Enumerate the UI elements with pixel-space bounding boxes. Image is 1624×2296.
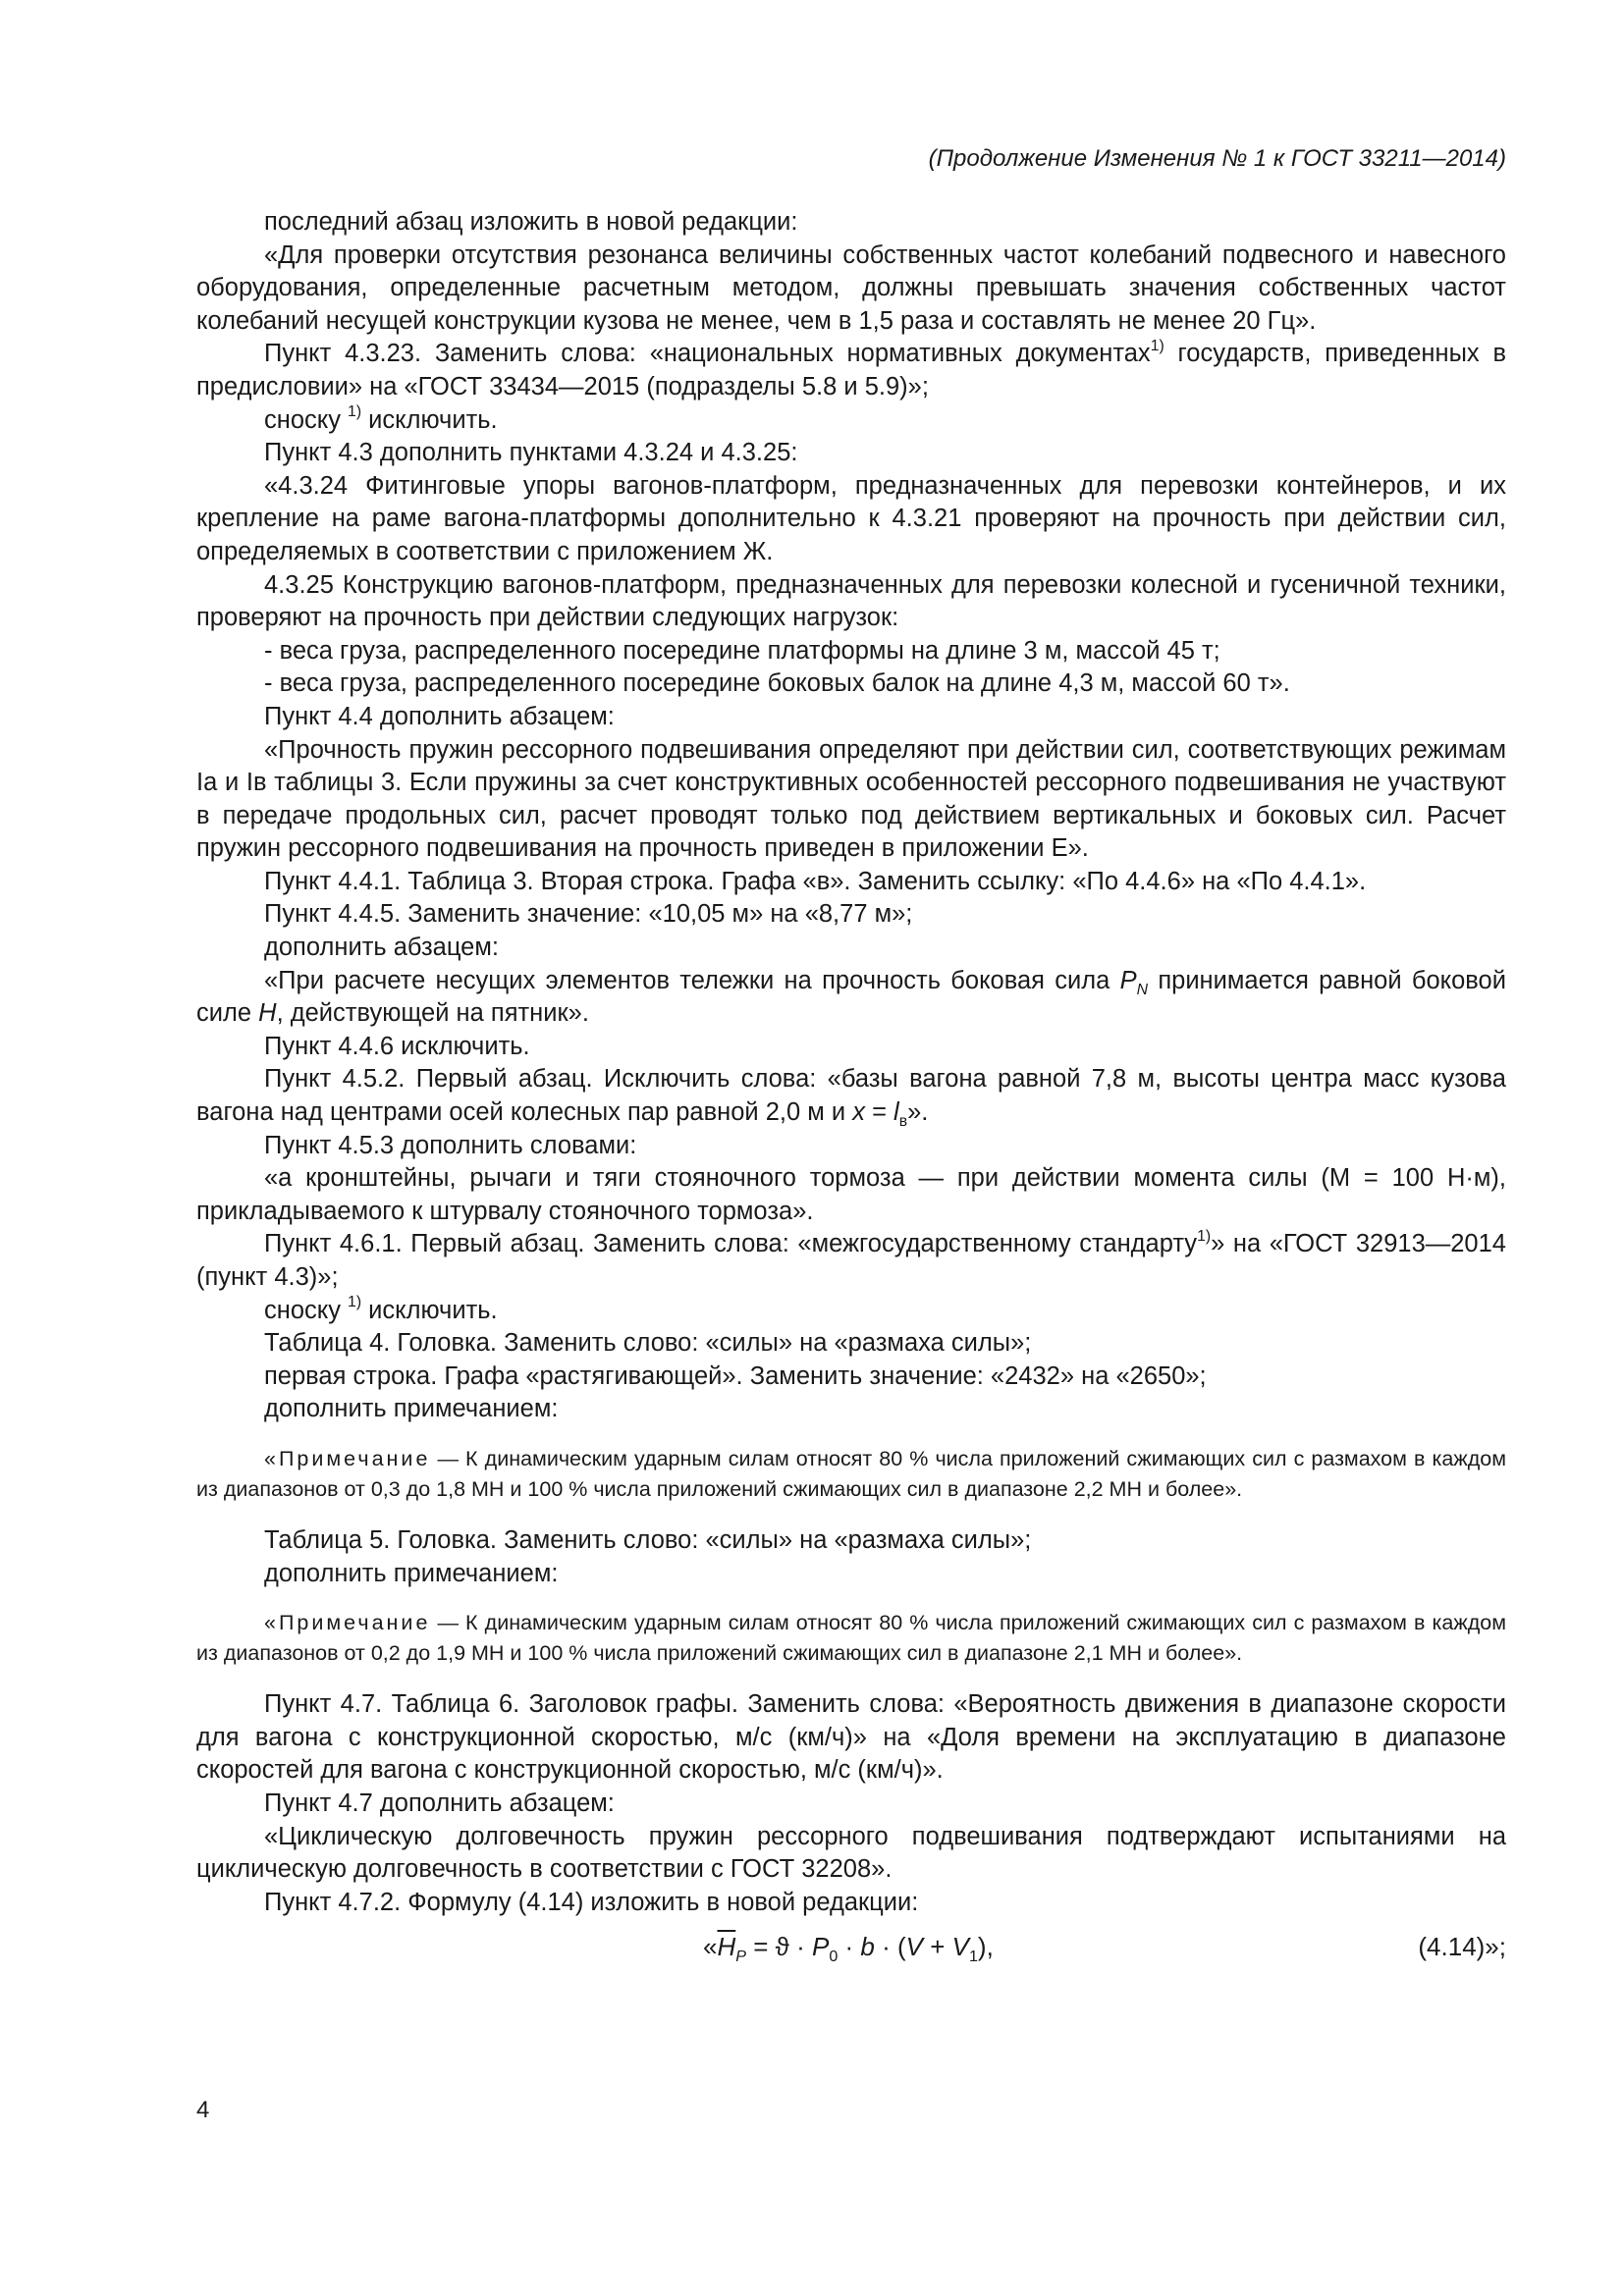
footnote-ref: 1) bbox=[348, 1293, 362, 1310]
paragraph: Пункт 4.7 дополнить абзацем: bbox=[264, 1789, 615, 1817]
paragraph: Пункт 4.5.2. Первый абзац. Исключить слова: «базы вагона равной 7,8 м, высоты центра масс кузова вагона над центрами осей колесных пар равной 2,0 м и $x = l_в$». bbox=[196, 1065, 1506, 1131]
paragraph: «Для проверки отсутствия резонанса величины собственных частот колебаний подвесного и навесного оборудования, определенные расчетным методом, должны превышать значения собственных частот колебаний несущей конструкции кузова не менее, чем в 1,5 раза и составлять не менее 20 Гц». bbox=[196, 240, 1506, 335]
note-paragraph: «Примечание — К динамическим ударным силам относят 80 % числа приложений сжимающих сил с размахом в каждом из диапазонов от 0,3 до 1,8 МН и 100 % числа приложений сжимающих сил в диапазоне 2,2 МН и более». bbox=[196, 1446, 1506, 1501]
paragraph: Пункт 4.5.3 дополнить словами: bbox=[264, 1131, 637, 1159]
paragraph: сноску $^{1)}$ исключить. bbox=[264, 402, 498, 434]
paragraph: Пункт 4.3 дополнить пунктами 4.3.24 и 4.3.25: bbox=[264, 439, 798, 467]
paragraph: сноску $^{1)}$ исключить. bbox=[264, 1293, 498, 1324]
paragraph: Пункт 4.4.1. Таблица 3. Вторая строка. Графа «в». Заменить ссылку: «По 4.4.6» на «По 4.4.1». bbox=[264, 867, 1367, 895]
formula-expression: «$\overline{H}_P = ϑ \cdot P_0 \cdot b \cdot (V + V_1)$, bbox=[703, 1932, 994, 1966]
list-item: - веса груза, распределенного посередине боковых балок на длине 4,3 м, массой 60 т». bbox=[264, 669, 1290, 698]
footnote-ref: 1) bbox=[348, 402, 362, 420]
paragraph: «4.3.24 Фитинговые упоры вагонов-платформ, предназначенных для перевозки контейнеров, и их крепление на раме вагона-платформы дополнительно к 4.3.21 проверяют на прочность при действии сил, определяемых в соответствии с приложением Ж. bbox=[196, 471, 1506, 565]
paragraph: Пункт 4.4 дополнить абзацем: bbox=[264, 702, 615, 730]
paragraph: «Прочность пружин рессорного подвешивания определяют при действии сил, соответствующих режимам Iа и Iв таблицы 3. Если пружины за счет конструктивных особенностей рессорного подвешивания не участвуют в передаче продольных сил, расчет проводят только под действием вертикальных и боковых сил. Расчет пружин рессорного подвешивания на прочность приведен в приложении Е». bbox=[196, 735, 1506, 863]
paragraph: Пункт 4.6.1. Первый абзац. Заменить слова: «межгосударственному стандарту$^{1)}$» на «ГОСТ 32913—2014 (пункт 4.3)»; bbox=[196, 1227, 1506, 1291]
paragraph: Пункт 4.4.5. Заменить значение: «10,05 м» на «8,77 м»; bbox=[264, 900, 913, 929]
running-header: (Продолжение Изменения № 1 к ГОСТ 33211—2014) bbox=[928, 145, 1506, 172]
footnote-ref: 1) bbox=[1150, 337, 1164, 354]
page-number: 4 bbox=[196, 2097, 210, 2123]
formula-4-14 bbox=[196, 1927, 1506, 1978]
list-item: - веса груза, распределенного посередине платформы на длине 3 м, массой 45 т; bbox=[264, 636, 1220, 665]
paragraph: дополнить абзацем: bbox=[264, 934, 499, 962]
paragraph: Таблица 4. Головка. Заменить слово: «силы» на «размаха силы»; bbox=[264, 1329, 1032, 1358]
paragraph: Пункт 4.3.23. Заменить слова: «национальных нормативных документах$^{1)}$ государств, приведенных в предисловии» на «ГОСТ 33434—2015 (подразделы 5.8 и 5.9)»; bbox=[196, 337, 1506, 400]
footnote-ref: 1) bbox=[1197, 1227, 1212, 1245]
paragraph: «При расчете несущих элементов тележки на прочность боковая сила $P_N$ принимается равной боковой силе H, действующей на пятник». bbox=[196, 966, 1506, 1028]
paragraph: Таблица 5. Головка. Заменить слово: «силы» на «размаха силы»; bbox=[264, 1525, 1032, 1554]
paragraph: «а кронштейны, рычаги и тяги стояночного тормоза — при действии момента силы (М = 100 Н·м), прикладываемого к штурвалу стояночного тормоза». bbox=[196, 1164, 1506, 1225]
paragraph: Пункт 4.7. Таблица 6. Заголовок графы. Заменить слова: «Вероятность движения в диапазоне скорости для вагона с конструкционной скоростью, м/с (км/ч)» на «Доля времени на эксплуатацию в диапазоне скоростей для вагона с конструкционной скоростью, м/с (км/ч)». bbox=[196, 1690, 1506, 1785]
paragraph: дополнить примечанием: bbox=[264, 1395, 559, 1423]
paragraph: первая строка. Графа «растягивающей». Заменить значение: «2432» на «2650»; bbox=[264, 1362, 1207, 1390]
paragraph: дополнить примечанием: bbox=[264, 1559, 559, 1587]
paragraph: «Циклическую долговечность пружин рессорного подвешивания подтверждают испытаниями на циклическую долговечность в соответствии с ГОСТ 32208». bbox=[196, 1822, 1506, 1884]
document-body bbox=[196, 206, 1506, 1978]
paragraph: Пункт 4.4.6 исключить. bbox=[264, 1032, 530, 1060]
formula-number: (4.14)»; bbox=[1418, 1932, 1506, 1962]
paragraph: 4.3.25 Конструкцию вагонов-платформ, предназначенных для перевозки колесной и гусеничной техники, проверяют на прочность при действии следующих нагрузок: bbox=[196, 570, 1506, 632]
paragraph: Пункт 4.7.2. Формулу (4.14) изложить в новой редакции: bbox=[264, 1888, 919, 1916]
paragraph: последний абзац изложить в новой редакции: bbox=[264, 208, 798, 236]
note-paragraph: «Примечание — К динамическим ударным силам относят 80 % числа приложений сжимающих сил с размахом в каждом из диапазонов от 0,2 до 1,9 МН и 100 % числа приложений сжимающих сил в диапазоне 2,1 МН и более». bbox=[196, 1611, 1506, 1666]
